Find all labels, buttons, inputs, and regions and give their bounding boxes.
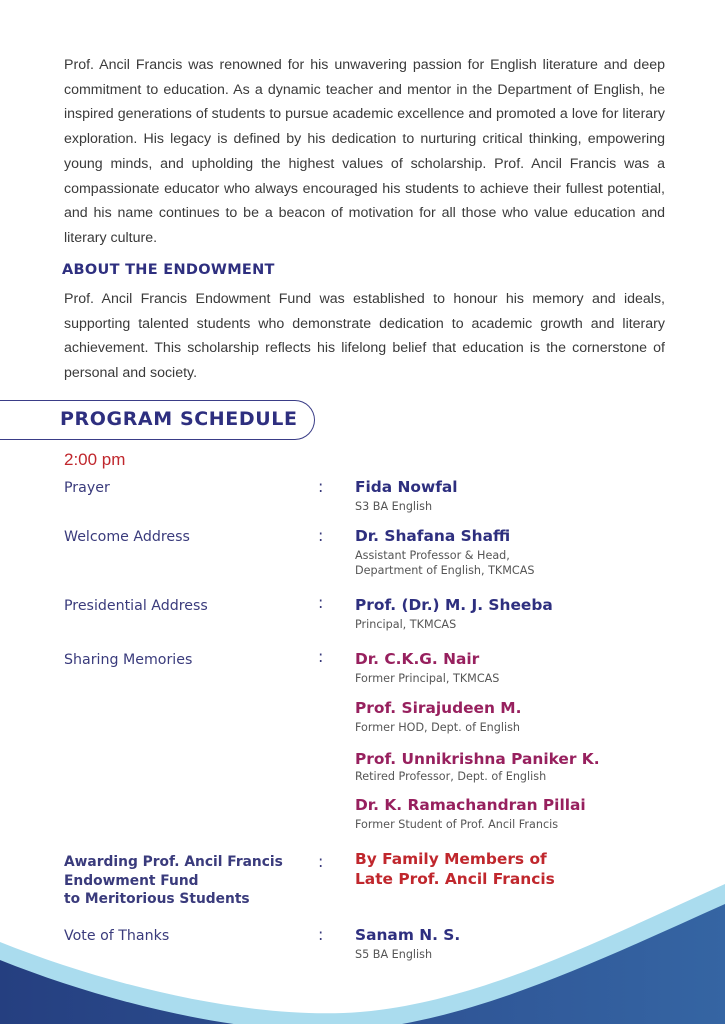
speaker <box>355 477 458 514</box>
presenter-line-1: By Family Members of <box>355 850 547 868</box>
endowment-paragraph: Prof. Ancil Francis Endowment Fund was established to honour his memory and ideals, supporting talented students who demonstrate dedication to academic growth and literary achievement. This scholarship reflects his lifelong belief that education is the cornerstone of personal and society. <box>64 291 665 382</box>
speaker <box>355 526 535 578</box>
speaker-role: Principal, TKMCAS <box>355 618 457 631</box>
separator-colon: : <box>318 852 324 871</box>
event-label: Prayer <box>64 480 110 496</box>
biography-paragraph: Prof. Ancil Francis was renowned for his unwavering passion for English literature and deep commitment to education. As a dynamic teacher and mentor in the Department of English, he inspired generations of students to pursue academic excellence and promoted a love for literary exploration. His legacy is defined by his dedication to nurturing critical thinking, empowering young minds, and upholding the highest values of scholarship. Prof. Ancil Francis was a compassionate educator who always encouraged his students to achieve their fullest potential, and his name continues to be a beacon of motivation for all those who value education and literary culture. <box>64 57 665 246</box>
event-label: Presidential Address <box>64 598 208 614</box>
speaker <box>355 795 586 832</box>
event-label: Sharing Memories <box>64 652 193 668</box>
speaker-role: S3 BA English <box>355 500 433 513</box>
speaker-name: Prof. Sirajudeen M. <box>355 699 522 717</box>
speaker-role-line-2: Department of English, TKMCAS <box>355 564 535 577</box>
speaker-name: Fida Nowfal <box>355 478 458 496</box>
separator-colon: : <box>318 593 324 612</box>
speaker <box>355 649 499 686</box>
speaker <box>355 595 553 632</box>
speaker-name: Dr. Shafana Shaffi <box>355 527 511 545</box>
speaker <box>355 749 600 784</box>
speaker-name: Dr. C.K.G. Nair <box>355 650 480 668</box>
program-start-time: 2:00 pm <box>64 450 126 469</box>
speaker-role: Retired Professor, Dept. of English <box>355 770 547 783</box>
event-label-line-2: Endowment Fund <box>64 872 199 889</box>
presenter-line-2: Late Prof. Ancil Francis <box>355 870 555 888</box>
wave-dark-band <box>0 904 725 1024</box>
speaker-role: S5 BA English <box>355 948 433 961</box>
separator-colon: : <box>318 925 324 944</box>
separator-colon: : <box>318 647 324 666</box>
speaker-name: Sanam N. S. <box>355 926 461 944</box>
speaker <box>355 925 460 962</box>
separator-colon: : <box>318 477 324 496</box>
separator-colon: : <box>318 526 324 545</box>
event-label: Vote of Thanks <box>64 928 170 944</box>
speaker-name: Dr. K. Ramachandran Pillai <box>355 796 586 814</box>
event-label: Welcome Address <box>64 529 190 545</box>
speaker-role: Former Principal, TKMCAS <box>355 672 500 685</box>
speaker <box>355 698 521 735</box>
speaker-role-line-1: Assistant Professor & Head, <box>355 549 510 562</box>
event-label-line-3: to Meritorious Students <box>64 891 250 907</box>
speaker-name: Prof. (Dr.) M. J. Sheeba <box>355 596 553 614</box>
event-label-line-1: Awarding Prof. Ancil Francis <box>64 854 283 870</box>
program-schedule-title: PROGRAM SCHEDULE <box>60 408 298 430</box>
speaker-role: Former HOD, Dept. of English <box>355 721 520 734</box>
speaker-role: Former Student of Prof. Ancil Francis <box>355 818 559 831</box>
about-endowment-heading: ABOUT THE ENDOWMENT <box>62 262 275 278</box>
speaker-name: Prof. Unnikrishna Paniker K. <box>355 750 600 768</box>
